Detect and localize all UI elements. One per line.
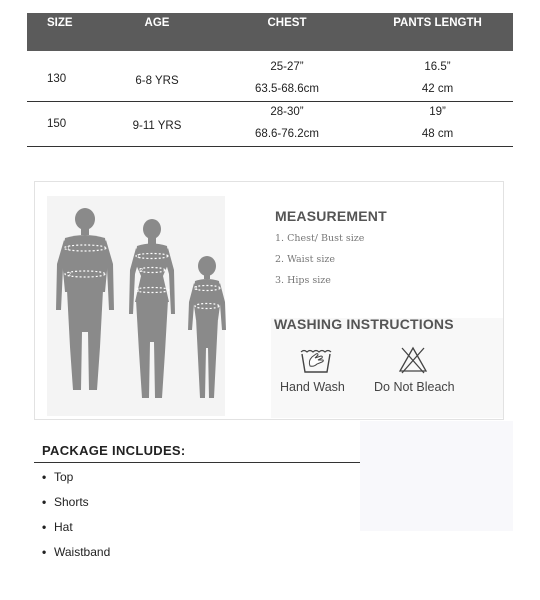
do-not-bleach-label: Do Not Bleach (374, 380, 455, 394)
size-chart-header (27, 13, 513, 51)
body-measurement-figures (47, 202, 227, 402)
package-item-label: Waistband (54, 545, 111, 559)
washing-title: WASHING INSTRUCTIONS (274, 316, 454, 332)
header-size: SIZE (47, 17, 73, 29)
man-figure-icon (56, 208, 114, 390)
table-row (27, 57, 513, 102)
marker-waist: 2 (140, 268, 144, 274)
bullet-icon: • (42, 520, 47, 534)
bullet-icon: • (42, 545, 47, 559)
cell-chest-inches: 25-27” (270, 61, 304, 73)
package-item-label: Shorts (54, 495, 89, 509)
cell-pants-cm: 42 cm (421, 83, 454, 95)
header-chest: CHEST (267, 17, 307, 29)
header-age: AGE (144, 17, 170, 29)
bullet-icon: • (42, 495, 47, 509)
bullet-icon: • (42, 470, 47, 484)
hand-wash-icon (299, 346, 333, 374)
marker-hips: 3 (136, 288, 140, 294)
measurement-list (275, 232, 364, 295)
package-background (360, 421, 513, 531)
cell-pants-inches: 19” (429, 106, 446, 118)
list-item (42, 545, 110, 570)
package-divider (34, 462, 360, 463)
cell-size: 150 (47, 118, 67, 130)
header-pants-length: PANTS LENGTH (393, 17, 482, 29)
list-item (42, 520, 110, 545)
measurement-title: MEASUREMENT (275, 208, 387, 224)
table-row (27, 102, 513, 147)
cell-chest-cm: 68.6-76.2cm (255, 128, 319, 140)
cell-pants-inches: 16.5” (424, 61, 451, 73)
package-list (42, 470, 110, 570)
do-not-bleach-icon (398, 346, 428, 374)
marker-chest: 1 (137, 254, 141, 260)
cell-chest-cm: 63.5-68.6cm (255, 83, 319, 95)
cell-size: 130 (47, 73, 67, 85)
marker-chest: 1 (67, 246, 71, 252)
list-item: 3. Hips size (275, 275, 331, 286)
marker-waist: 2 (68, 272, 72, 278)
list-item (42, 495, 110, 520)
cell-age: 9-11 YRS (132, 120, 182, 132)
cell-age: 6-8 YRS (135, 75, 179, 87)
list-item: 1. Chest/ Bust size (275, 233, 365, 244)
list-item: 2. Waist size (275, 254, 335, 265)
size-chart-table (27, 13, 513, 147)
hand-wash-label: Hand Wash (280, 380, 345, 394)
cell-chest-inches: 28-30” (270, 106, 304, 118)
package-item-label: Top (54, 470, 74, 484)
marker-chest: 1 (195, 286, 199, 292)
cell-pants-cm: 48 cm (421, 128, 454, 140)
measurement-panel (34, 181, 504, 420)
child-figure-icon (188, 256, 226, 398)
package-item-label: Hat (54, 520, 73, 534)
woman-figure-icon (129, 219, 175, 398)
package-title: PACKAGE INCLUDES: (42, 443, 186, 458)
list-item (42, 470, 110, 495)
